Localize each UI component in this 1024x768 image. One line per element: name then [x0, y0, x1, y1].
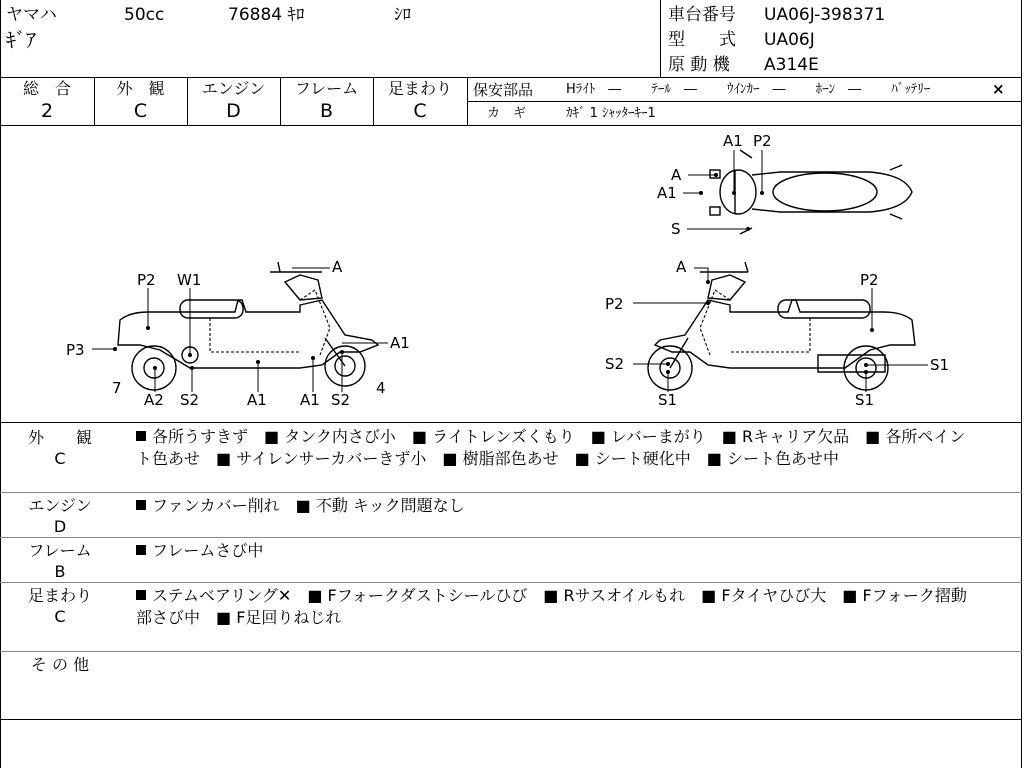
grade-engine-title: エンジン — [201, 79, 266, 98]
notes-divider-1 — [0, 492, 1022, 493]
grade-suspension-value: C — [413, 100, 427, 122]
safety-parts-status: Hﾗｲﾄ ― ﾃｰﾙ ― ｳｲﾝｶｰ ― ﾎｰﾝ ― ﾊﾞｯﾃﾘｰ — [566, 82, 931, 97]
notes-bottom — [0, 719, 1022, 720]
left-handlebar — [270, 262, 322, 272]
grade-frame-title: フレーム — [294, 79, 359, 98]
header-divider — [0, 77, 1022, 78]
top-seat — [773, 173, 877, 211]
leader-line — [694, 268, 708, 282]
note-engine-title: エンジン — [28, 496, 92, 515]
note-suspension-title: 足まわり — [27, 586, 92, 605]
type-value: UA06J — [764, 30, 815, 50]
diagram-label: S — [671, 220, 681, 238]
diagram-label: S2 — [180, 391, 200, 409]
safety-parts-divider — [467, 101, 1022, 102]
diagram-label: A — [671, 166, 682, 184]
left-floor-dashed — [210, 318, 300, 352]
scooter-top-view — [657, 132, 912, 238]
grade-exterior-title: 外 観 — [116, 79, 165, 98]
note-exterior-grade: C — [54, 449, 66, 468]
diagram-label: S1 — [855, 391, 875, 409]
frame-number: UA06J-398371 — [764, 5, 886, 25]
diagram-label: A1 — [300, 391, 320, 409]
note-exterior-line-2: ト色あせ ■ サイレンサーカバーきず小 ■ 樹脂部色あせ ■ シート硬化中 ■ シート色あせ中 — [136, 449, 839, 468]
diagram-label: 4 — [376, 379, 386, 397]
bullet-square — [136, 500, 146, 510]
diagram-label: A1 — [657, 184, 677, 202]
note-exterior-line-1: 各所うすきず ■ タンク内さび小 ■ ライトレンズくもり ■ レバーまがり ■ Rキャリア欠品 ■ 各所ペイン — [136, 426, 965, 448]
top-front-cowl — [720, 170, 756, 214]
safety-parts-label: 保安部品 — [473, 81, 534, 99]
bullet-square — [136, 590, 146, 600]
top-body-outline — [752, 172, 912, 212]
grade-overall-value: 2 — [40, 100, 54, 122]
notes-divider-2 — [0, 537, 1022, 538]
diagram-label: A — [332, 258, 343, 276]
grade-exterior-value: C — [133, 100, 148, 122]
note-suspension-line-2: 部さび中 ■ F足回りねじれ — [136, 608, 342, 627]
battery-missing-mark: × — [992, 80, 1005, 98]
right-handlebar — [700, 262, 748, 272]
diagram-label: W1 — [177, 271, 202, 289]
frame-number-label: 車台番号 — [668, 5, 736, 25]
note-engine-grade: D — [53, 517, 67, 536]
grade-engine-value: D — [226, 100, 241, 122]
diagram-label: S1 — [930, 356, 950, 374]
notes-divider-3 — [0, 582, 1022, 583]
diagram-label: A1 — [247, 391, 267, 409]
note-other-title: そ の 他 — [30, 655, 90, 674]
maker: ヤマハ — [6, 5, 57, 25]
grade-frame-value: B — [319, 100, 334, 122]
header-vertical-divider — [660, 0, 661, 77]
diagram-label: P3 — [66, 341, 85, 359]
left-seat — [180, 300, 243, 318]
key-label: カ ギ — [487, 106, 527, 121]
top-right-mirror — [710, 207, 720, 215]
diagram-label: A2 — [144, 391, 164, 409]
key-value: ｶｷﾞ 1 ｼｬｯﾀｰｷｰ1 — [566, 106, 656, 121]
note-suspension-grade: C — [54, 607, 66, 626]
model-name: ｷﾞｱ — [6, 28, 36, 52]
note-engine-line-1: ファンカバー削れ ■ 不動 キック問題なし — [136, 495, 465, 517]
diagram-label: S2 — [331, 391, 351, 409]
diagram-label: A1 — [723, 132, 743, 150]
grade-col-divider-5 — [467, 77, 468, 125]
note-frame-line-1: フレームさび中 — [136, 540, 263, 562]
note-frame-grade: B — [54, 562, 66, 581]
body-color: ｼﾛ — [394, 5, 411, 25]
note-exterior-title: 外 観 — [27, 428, 92, 447]
diagram-label: P2 — [753, 132, 772, 150]
bullet-square — [136, 545, 146, 555]
engine-value: A314E — [764, 55, 819, 75]
note-frame-title: フレーム — [28, 541, 92, 560]
top-rear-lights — [890, 165, 902, 219]
bullet-square — [136, 431, 146, 441]
diagram-label: P2 — [137, 271, 156, 289]
scooter-right-side-view — [605, 258, 949, 409]
diagram-bottom — [0, 422, 1022, 423]
type-label: 型 式 — [668, 30, 736, 50]
diagram-label: P2 — [605, 295, 624, 313]
grade-overall-title: 総 合 — [22, 79, 71, 98]
notes-divider-4 — [0, 651, 1022, 652]
scooter-left-side-view — [66, 258, 410, 409]
grade-suspension-title: 足まわり — [387, 79, 452, 98]
right-floor-dashed — [730, 318, 810, 352]
damage-diagram — [0, 126, 1022, 422]
engine-label: 原 動 機 — [668, 55, 730, 75]
displacement: 50cc — [124, 5, 165, 25]
top-handlebar — [735, 150, 752, 234]
diagram-label: A1 — [390, 334, 410, 352]
diagram-label: 7 — [112, 379, 122, 397]
diagram-label: S1 — [658, 391, 678, 409]
left-front-cowl — [285, 275, 322, 300]
right-body-outline — [655, 300, 915, 368]
right-front-cowl — [708, 275, 745, 300]
mileage: 76884 ｷﾛ — [228, 5, 305, 25]
diagram-label: A — [676, 258, 687, 276]
diagram-label: S2 — [605, 355, 625, 373]
note-suspension-line-1: ステムベアリング✕ ■ Fフォークダストシールひび ■ Rサスオイルもれ ■ Fタイヤひび大 ■ Fフォーク摺動 — [136, 585, 967, 607]
diagram-label: P2 — [860, 271, 879, 289]
